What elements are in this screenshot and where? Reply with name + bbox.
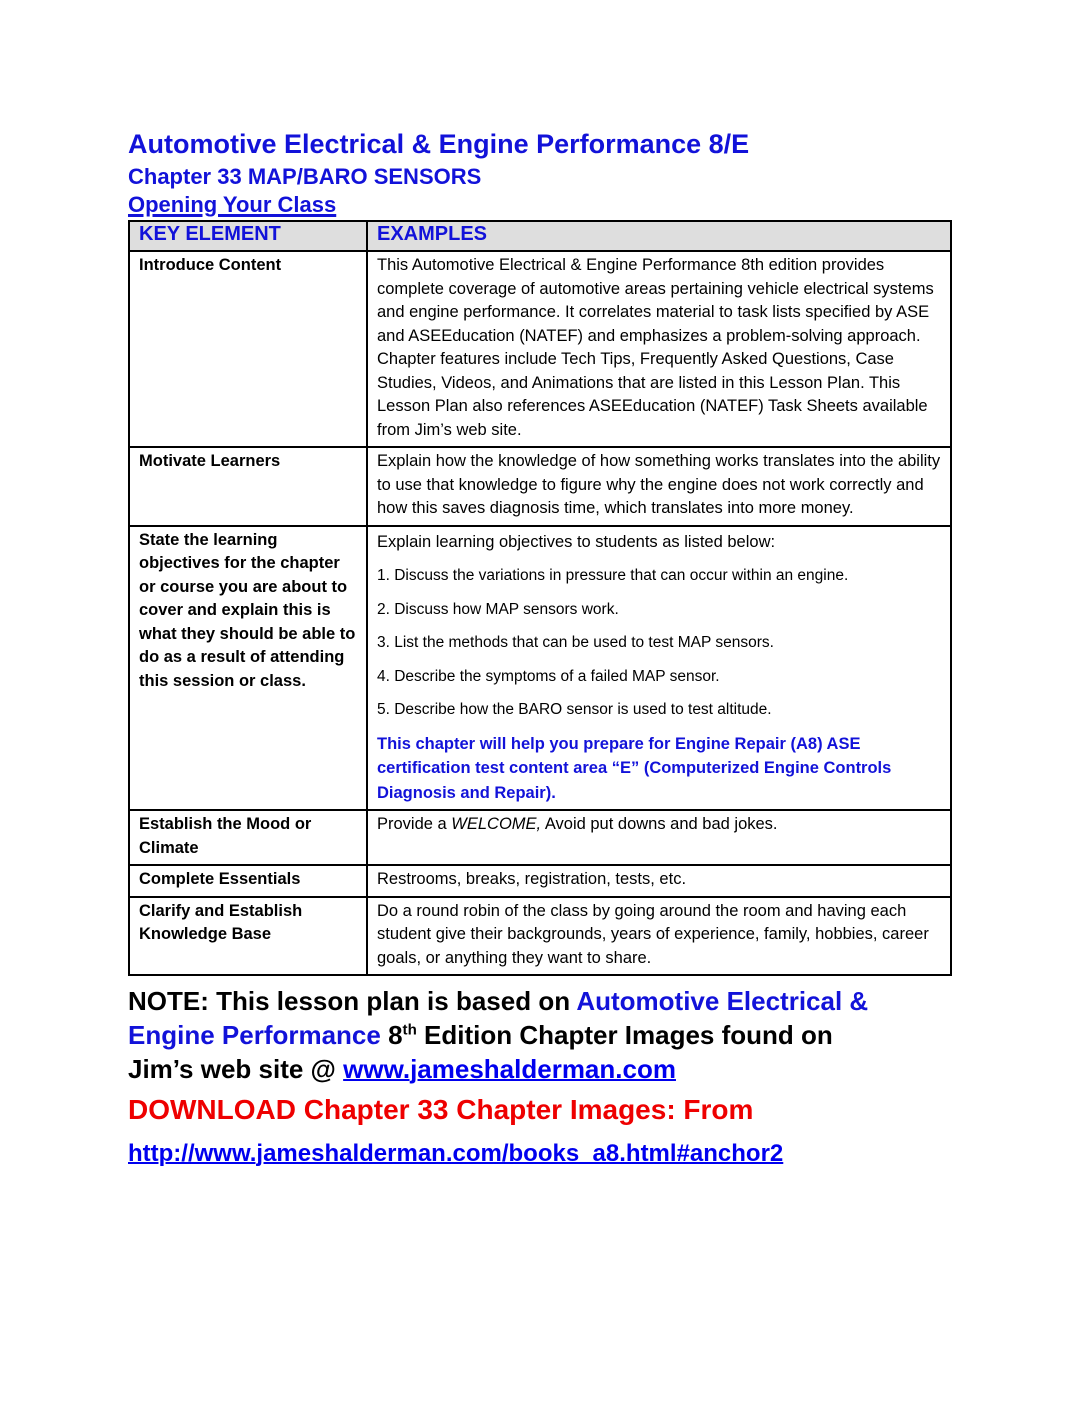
- example-cell: Do a round robin of the class by going around the room and having each student give their backgrounds, years of experience, family, hobbies, career goals, or anything they want to share.: [367, 897, 951, 976]
- objective-item: 1. Discuss the variations in pressure that can occur within an engine.: [377, 567, 849, 584]
- welcome-text-italic: WELCOME,: [451, 815, 542, 833]
- example-cell: Explain how the knowledge of how something works translates into the ability to use that knowledge to figure why the engine does not work correctly and how this saves diagnosis time, which translates into more money.: [367, 447, 951, 526]
- example-cell: Restrooms, breaks, registration, tests, etc.: [367, 865, 951, 897]
- table-row-clarify-knowledge-base: [129, 897, 951, 976]
- objective-item: 4. Describe the symptoms of a failed MAP sensor.: [377, 667, 720, 685]
- doc-title: Automotive Electrical & Engine Performance 8/E: [128, 129, 750, 159]
- table-row-learning-objectives: [129, 526, 951, 811]
- chapter-images-download-link[interactable]: http://www.jameshalderman.com/books_a8.html#anchor2: [128, 1140, 784, 1167]
- objective-item: 5. Describe how the BARO sensor is used to test altitude.: [377, 701, 772, 718]
- welcome-text-suffix: Avoid put downs and bad jokes.: [541, 815, 778, 833]
- note-paragraph: [128, 984, 988, 1086]
- objective-item: 2. Discuss how MAP sensors work.: [377, 600, 619, 618]
- note-book-title-blue: Automotive Electrical &: [576, 986, 869, 1016]
- note-text-black: 8: [380, 1020, 403, 1050]
- key-element-cell: Motivate Learners: [129, 447, 367, 526]
- key-element-cell: Complete Essentials: [129, 865, 367, 897]
- table-row-motivate-learners: [129, 447, 951, 526]
- example-cell: This Automotive Electrical & Engine Performance 8th edition provides complete coverage of automotive areas pertaining vehicle electrical systems and engine performance. It correlates material to task lists specified by ASE and ASEEducation (NATEF) and emphasizes a problem-solving approach. Chapter features include Tech Tips, Frequently Asked Questions, Case Studies, Videos, and Animations that are listed in this Lesson Plan. This Lesson Plan also references ASEEducation (NATEF) Task Sheets available from Jim’s web site.: [367, 251, 951, 447]
- key-element-cell: Establish the Mood or Climate: [129, 810, 367, 865]
- column-header-examples: EXAMPLES: [367, 221, 951, 251]
- note-text-black: NOTE: This lesson plan is based on: [128, 986, 577, 1016]
- note-text-black: Jim’s web site @: [128, 1054, 344, 1084]
- example-cell: [367, 526, 951, 811]
- section-heading-opening-your-class: Opening Your Class: [128, 192, 337, 217]
- download-instruction: DOWNLOAD Chapter 33 Chapter Images: From: [128, 1094, 754, 1125]
- objective-item: 3. List the methods that can be used to test MAP sensors.: [377, 634, 774, 651]
- ordinal-superscript: th: [402, 1021, 417, 1039]
- key-element-cell: Clarify and Establish Knowledge Base: [129, 897, 367, 976]
- note-book-title-blue: Engine Performance: [128, 1020, 381, 1050]
- note-text-black: Edition Chapter Images found on: [416, 1020, 833, 1050]
- table-row-complete-essentials: [129, 865, 951, 897]
- example-cell: [367, 810, 951, 865]
- objectives-intro: Explain learning objectives to students as listed below:: [377, 532, 776, 551]
- table-header-row: [129, 221, 951, 251]
- key-element-cell: Introduce Content: [129, 251, 367, 447]
- column-header-key-element: KEY ELEMENT: [129, 221, 367, 251]
- key-element-cell: State the learning objectives for the chapter or course you are about to cover and explain this is what they should be able to do as a result of attending this session or class.: [129, 526, 367, 811]
- table-row-introduce-content: [129, 251, 951, 447]
- doc-chapter-subtitle: Chapter 33 MAP/BARO SENSORS: [128, 164, 482, 189]
- welcome-text-prefix: Provide a: [377, 815, 452, 833]
- jameshalderman-website-link[interactable]: www.jameshalderman.com: [343, 1054, 676, 1084]
- ase-certification-note: This chapter will help you prepare for Engine Repair (A8) ASE certification test content area “E” (Computerized Engine Controls Diagnosis and Repair).: [377, 734, 892, 802]
- table-row-establish-mood: [129, 810, 951, 865]
- lesson-plan-table: [128, 220, 952, 976]
